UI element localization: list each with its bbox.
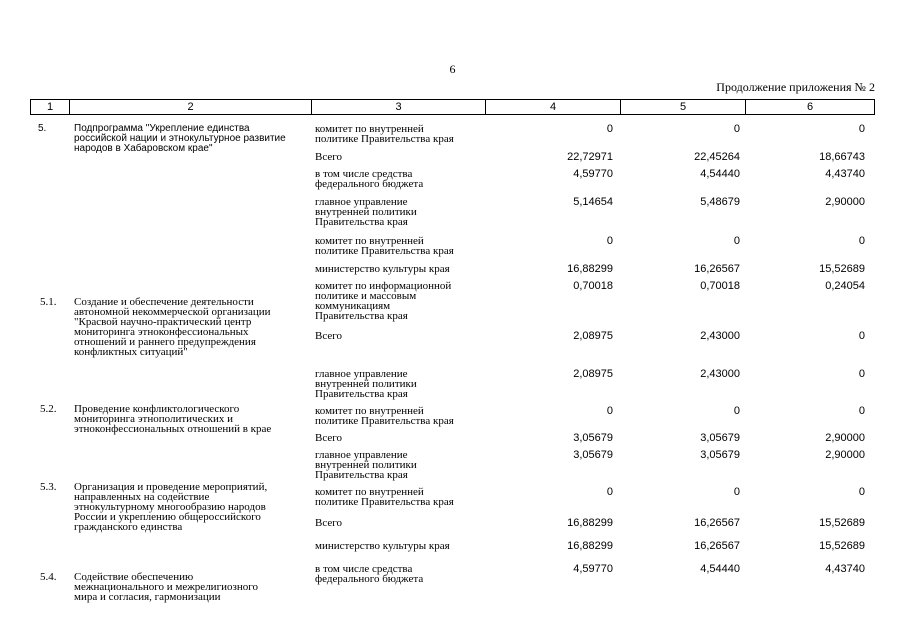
value-col-4: 3,05679 [573, 449, 613, 461]
item-title: Организация и проведение мероприятий, направленных на содействие этнокультурному многообразию народов России и укреплению общероссийского гражданского единства [74, 481, 268, 533]
value-col-4: 0,70018 [573, 280, 613, 292]
item-number: 5.4. [40, 571, 57, 583]
item-title: Создание и обеспечение деятельности автономной некоммерческой организации "Красвой научно-практический центр мониторинга этноконфессиональных отношений и раннего предупреждения конфликтных ситуаций" [74, 296, 271, 358]
value-col-5: 16,26567 [694, 540, 740, 552]
row-label: главное управление внутренней политики Правительства края [315, 449, 417, 481]
value-col-4: 16,88299 [567, 263, 613, 275]
value-col-4: 2,08975 [573, 330, 613, 342]
value-col-6: 15,52689 [819, 263, 865, 275]
page-number: 6 [449, 62, 456, 76]
value-col-6: 0 [858, 330, 865, 342]
value-col-4: 3,05679 [573, 432, 613, 444]
value-col-4: 4,59770 [573, 168, 613, 180]
value-col-6: 15,52689 [819, 540, 865, 552]
row-label: Всего [315, 151, 342, 163]
value-col-5: 4,54440 [700, 563, 740, 575]
value-col-5: 0 [733, 123, 740, 135]
value-col-6: 0 [858, 486, 865, 498]
item-number: 5.1. [40, 296, 57, 308]
value-col-5: 16,26567 [694, 263, 740, 275]
item-number: 5.2. [40, 403, 57, 415]
row-label: министерство культуры края [315, 263, 450, 275]
value-col-6: 4,43740 [825, 563, 865, 575]
value-col-5: 2,43000 [700, 330, 740, 342]
row-label: комитет по внутренней политике Правительства края [315, 405, 454, 427]
value-col-4: 0 [606, 405, 613, 417]
value-col-6: 2,90000 [825, 449, 865, 461]
value-col-5: 0,70018 [700, 280, 740, 292]
value-col-4: 16,88299 [567, 517, 613, 529]
header-col-4: 4 [485, 99, 621, 115]
value-col-4: 16,88299 [567, 540, 613, 552]
header-col-6: 6 [745, 99, 875, 115]
row-label: в том числе средства федерального бюджета [315, 563, 424, 585]
value-col-6: 2,90000 [825, 196, 865, 208]
row-label: главное управление внутренней политики Правительства края [315, 368, 417, 400]
value-col-6: 0 [858, 123, 865, 135]
value-col-5: 3,05679 [700, 449, 740, 461]
value-col-6: 0 [858, 235, 865, 247]
value-col-6: 0,24054 [825, 280, 865, 292]
value-col-6: 18,66743 [819, 151, 865, 163]
row-label: комитет по внутренней политике Правительства края [315, 486, 454, 508]
value-col-6: 4,43740 [825, 168, 865, 180]
value-col-6: 0 [858, 368, 865, 380]
value-col-6: 15,52689 [819, 517, 865, 529]
value-col-4: 0 [606, 486, 613, 498]
value-col-6: 2,90000 [825, 432, 865, 444]
row-label: в том числе средства федерального бюджета [315, 168, 424, 190]
row-label: комитет по внутренней политике Правительства края [315, 235, 454, 257]
value-col-4: 5,14654 [573, 196, 613, 208]
value-col-5: 4,54440 [700, 168, 740, 180]
value-col-5: 0 [733, 486, 740, 498]
item-title: Содействие обеспечению межнационального и межрелигиозного мира и согласия, гармонизации [74, 571, 258, 603]
value-col-5: 16,26567 [694, 517, 740, 529]
value-col-4: 2,08975 [573, 368, 613, 380]
value-col-4: 0 [606, 235, 613, 247]
row-label: Всего [315, 330, 342, 342]
item-number: 5.3. [40, 481, 57, 493]
value-col-5: 22,45264 [694, 151, 740, 163]
row-label: комитет по информационной политике и массовым коммуникациям Правительства края [315, 280, 452, 322]
row-label: комитет по внутренней политике Правительства края [315, 123, 454, 145]
header-col-3: 3 [311, 99, 486, 115]
value-col-6: 0 [858, 405, 865, 417]
item-title: Подпрограмма "Укрепление единства российской нации и этнокультурное развитие народов в Хабаровском крае" [74, 123, 286, 154]
item-number: 5. [38, 123, 47, 134]
row-label: главное управление внутренней политики Правительства края [315, 196, 417, 228]
header-col-2: 2 [69, 99, 312, 115]
row-label: Всего [315, 432, 342, 444]
value-col-5: 5,48679 [700, 196, 740, 208]
header-col-1: 1 [30, 99, 70, 115]
continuation-caption: Продолжение приложения № 2 [716, 80, 875, 94]
value-col-5: 0 [733, 235, 740, 247]
header-col-5: 5 [620, 99, 746, 115]
row-label: Всего [315, 517, 342, 529]
value-col-4: 22,72971 [567, 151, 613, 163]
value-col-5: 2,43000 [700, 368, 740, 380]
value-col-5: 3,05679 [700, 432, 740, 444]
value-col-4: 4,59770 [573, 563, 613, 575]
value-col-5: 0 [733, 405, 740, 417]
item-title: Проведение конфликтологического мониторинга этнополитических и этноконфессиональных отношений в крае [74, 403, 272, 435]
value-col-4: 0 [606, 123, 613, 135]
row-label: министерство культуры края [315, 540, 450, 552]
